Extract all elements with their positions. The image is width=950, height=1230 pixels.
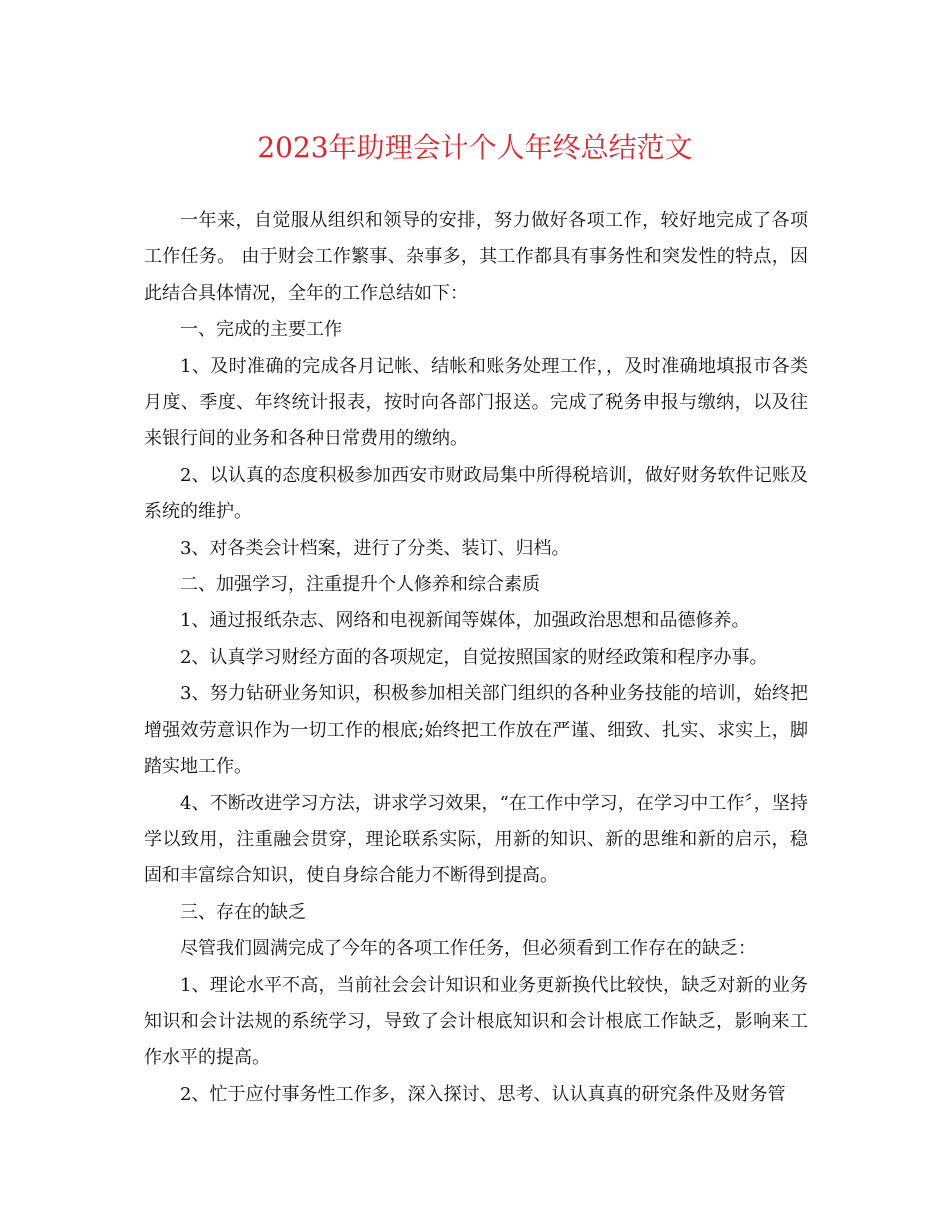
list-item: 2、认真学习财经方面的各项规定，自觉按照国家的财经政策和程序办事。 xyxy=(180,646,768,668)
section-heading-shortcomings: 三、存在的缺乏 xyxy=(180,901,306,923)
list-item: 2、忙于应付事务性工作多，深入探讨、思考、认认真真的研究条件及财务管 xyxy=(180,1083,786,1105)
document-title: 2023年助理会计个人年终总结范文 xyxy=(257,131,693,164)
section-heading-study: 二、加强学习，注重提升个人修养和综合素质 xyxy=(180,574,540,596)
list-item: 1、理论水平不高，当前社会会计知识和业务更新换代比较快，缺乏对新的业务知识和会计法规的系统学习，导致了会计根底知识和会计根底工作缺乏，影响来工作水平的提高。 xyxy=(144,974,808,1069)
list-item: 2、以认真的态度积极参加西安市财政局集中所得税培训，做好财务软件记账及系统的维护。 xyxy=(144,464,808,523)
list-item: 3、努力钻研业务知识，积极参加相关部门组织的各种业务技能的培训，始终把增强效劳意识作为一切工作的根底;始终把工作放在严谨、细致、扎实、求实上，脚踏实地工作。 xyxy=(144,683,808,778)
list-item: 4、不断改进学习方法，讲求学习效果，“在工作中学习，在学习中工作〞，坚持学以致用，注重融会贯穿，理论联系实际，用新的知识、新的思维和新的启示，稳固和丰富综合知识，使自身综合能力不断得到提高。 xyxy=(144,792,808,887)
intro-paragraph: 一年来，自觉服从组织和领导的安排，努力做好各项工作，较好地完成了各项工作任务。 由于财会工作繁事、杂事多，其工作都具有事务性和突发性的特点，因此结合具体情况，全年的工作总结如下： xyxy=(144,210,808,304)
list-item: 1、及时准确的完成各月记帐、结帐和账务处理工作，，及时准确地填报市各类月度、季度、年终统计报表，按时向各部门报送。完成了税务申报与缴纳，以及往来银行间的业务和各种日常费用的缴纳。 xyxy=(144,355,808,450)
list-item: 1、通过报纸杂志、网络和电视新闻等媒体，加强政治思想和品德修养。 xyxy=(180,610,750,632)
list-item: 3、对各类会计档案，进行了分类、装订、归档。 xyxy=(180,537,570,559)
section-heading-main-work: 一、完成的主要工作 xyxy=(180,319,342,341)
body-paragraph: 尽管我们圆满完成了今年的各项工作任务，但必须看到工作存在的缺乏： xyxy=(180,938,756,960)
document-body xyxy=(144,203,808,1113)
